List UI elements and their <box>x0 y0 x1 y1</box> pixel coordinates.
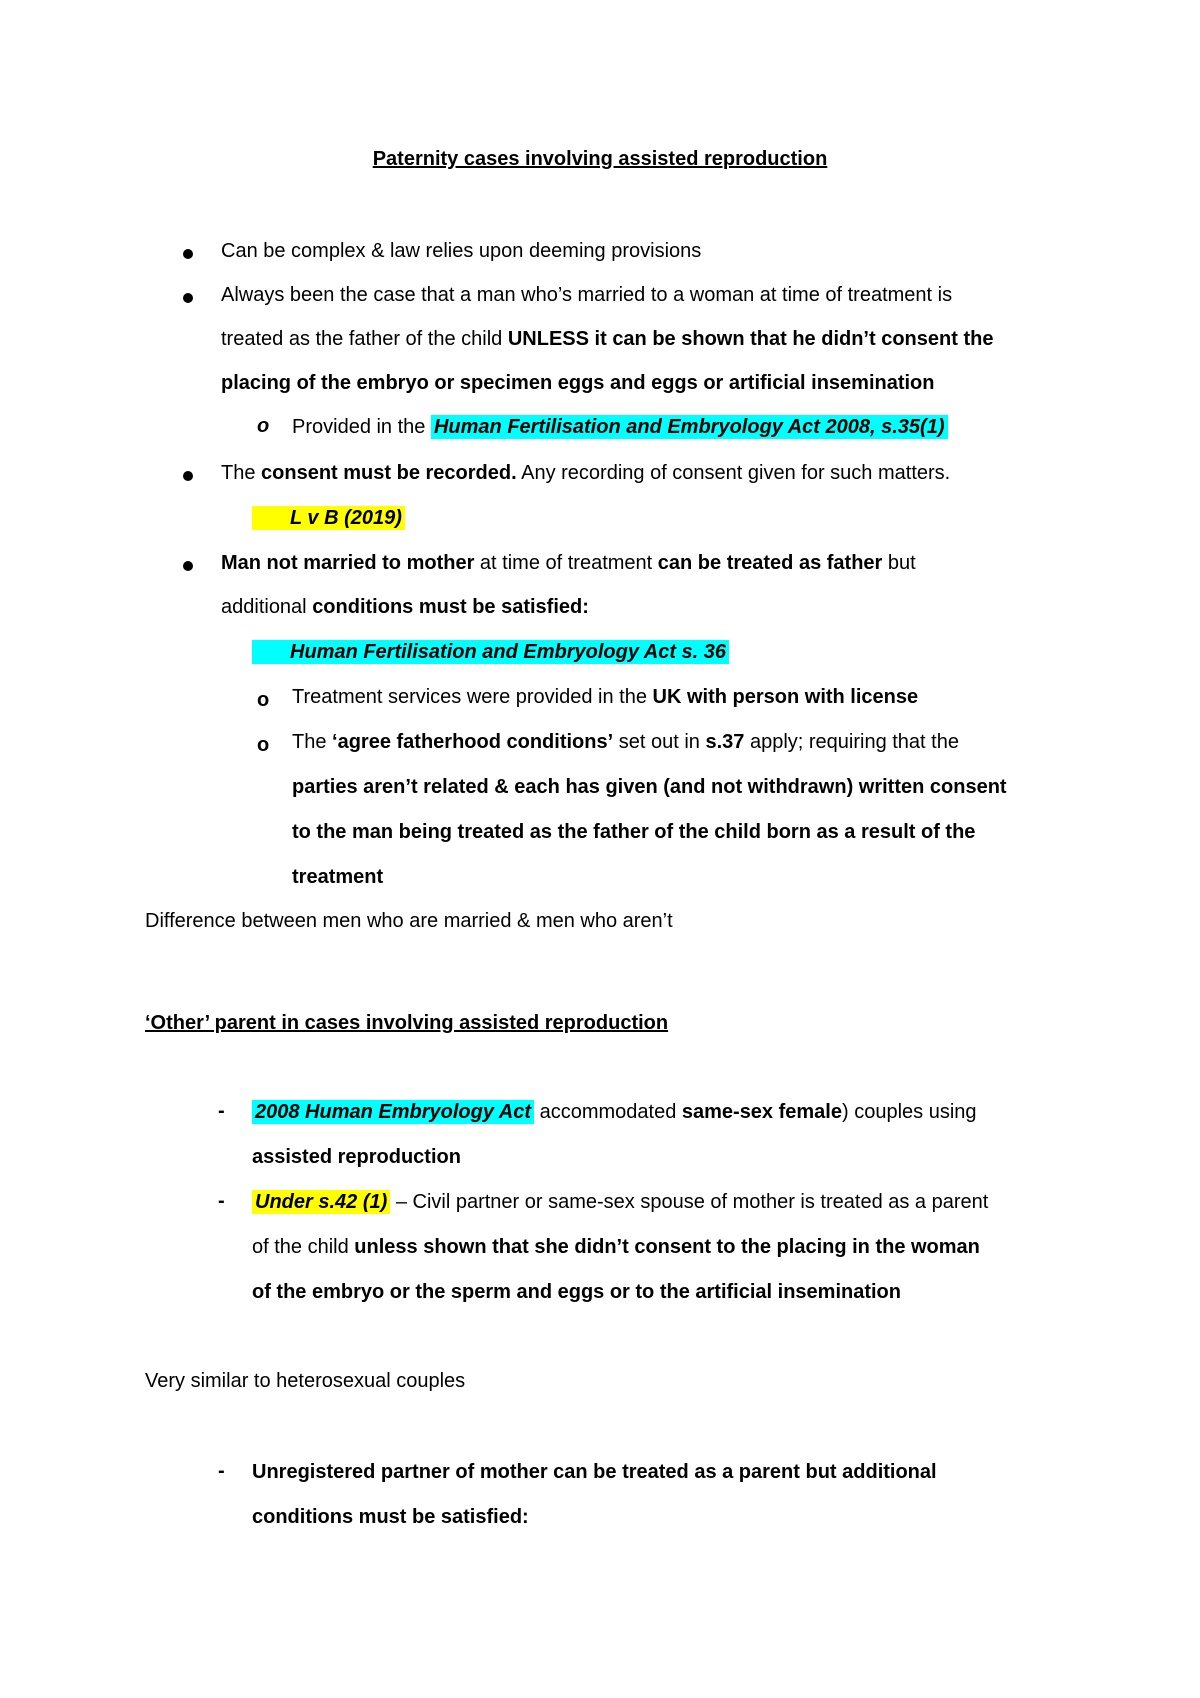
bullet-text-2-line-3: placing of the embryo or specimen eggs and eggs or artificial insemination <box>221 372 935 394</box>
text-run: apply; requiring that the <box>744 731 959 753</box>
text-run: set out in <box>613 731 706 753</box>
text-run: at time of treatment <box>474 552 658 574</box>
dash-item-1-line-2: assisted reproduction <box>252 1146 461 1168</box>
highlighted-citation: Human Fertilisation and Embryology Act 2008, s.35(1) <box>431 415 948 439</box>
text-run: ) couples using <box>841 1101 977 1123</box>
circle-bullet-icon: o <box>257 689 270 711</box>
sub-bullet-fatherhood-line-2: parties aren’t related & each has given (and not withdrawn) written consent <box>292 776 1007 798</box>
bullet-icon <box>183 293 193 303</box>
dash-item-2-line-2 <box>252 1235 980 1259</box>
sub-bullet-statute-s36 <box>252 640 729 664</box>
text-run-bold: can be treated as father <box>657 552 883 574</box>
sub-bullet-fatherhood-line-1 <box>292 730 959 754</box>
text-run: The <box>292 731 333 753</box>
text-run: accommodated <box>534 1101 682 1123</box>
text-run: The <box>221 462 262 484</box>
sub-bullet-fatherhood-line-3: to the man being treated as the father of the child born as a result of the <box>292 821 976 843</box>
highlighted-citation: 2008 Human Embryology Act <box>252 1100 534 1124</box>
highlighted-citation: Human Fertilisation and Embryology Act s. 36 <box>252 640 729 664</box>
text-run-bold: ‘agree fatherhood conditions’ <box>332 731 614 753</box>
text-run-bold: unless shown that she didn’t consent to the placing in the woman <box>354 1236 980 1258</box>
dash-item-3-line-2: conditions must be satisfied: <box>252 1506 529 1528</box>
text-run-bold: UK with person with license <box>652 686 919 708</box>
text-run-bold: s.37 <box>705 731 745 753</box>
bullet-text-3 <box>221 461 950 485</box>
text-run-bold: conditions must be satisfied: <box>312 596 589 618</box>
section-heading: ‘Other’ parent in cases involving assisted reproduction <box>145 1012 669 1034</box>
sub-bullet-fatherhood-line-4: treatment <box>292 866 384 888</box>
paragraph-difference: Difference between men who are married & men who aren’t <box>145 910 673 932</box>
highlighted-citation: Under s.42 (1) <box>252 1190 390 1214</box>
bullet-text-4-line-1 <box>221 551 916 575</box>
sub-bullet-treatment-services <box>292 685 918 709</box>
dash-bullet-icon: - <box>218 1190 225 1212</box>
text-run: Any recording of consent given for such matters. <box>516 462 951 484</box>
page-title: Paternity cases involving assisted reproduction <box>372 148 828 170</box>
text-run: Provided in the <box>292 416 431 438</box>
dash-item-1-line-1 <box>252 1100 977 1124</box>
sub-bullet-case <box>252 506 405 530</box>
bullet-icon <box>183 249 193 259</box>
text-run-bold: UNLESS it can be shown that he didn’t consent the <box>507 328 994 350</box>
dash-item-2-line-1 <box>252 1190 988 1214</box>
bullet-text-4-line-2 <box>221 595 589 619</box>
text-run: but <box>882 552 916 574</box>
bullet-icon <box>183 561 193 571</box>
text-run: – Civil partner or same-sex spouse of mother is treated as a parent <box>390 1191 989 1213</box>
bullet-text-2-line-2 <box>221 327 993 351</box>
dash-bullet-icon: - <box>218 1460 225 1482</box>
sub-bullet-statute-ref <box>292 415 948 439</box>
text-run: Treatment services were provided in the <box>292 686 653 708</box>
paragraph-similar: Very similar to heterosexual couples <box>145 1370 466 1392</box>
text-run: of the child <box>252 1236 355 1258</box>
dash-item-3-line-1: Unregistered partner of mother can be treated as a parent but additional <box>252 1461 937 1483</box>
text-run: treated as the father of the child <box>221 328 508 350</box>
text-run-bold: same-sex female <box>681 1101 842 1123</box>
text-run-bold: Man not married to mother <box>221 552 475 574</box>
dash-item-2-line-3: of the embryo or the sperm and eggs or to the artificial insemination <box>252 1281 901 1303</box>
dash-bullet-icon: - <box>218 1100 225 1122</box>
bullet-text-1: Can be complex & law relies upon deeming provisions <box>221 240 702 262</box>
text-run-bold: consent must be recorded. <box>261 462 517 484</box>
bullet-icon <box>183 471 193 481</box>
circle-bullet-icon: o <box>257 734 270 756</box>
highlighted-case-citation: L v B (2019) <box>252 506 405 530</box>
circle-bullet-icon: o <box>257 415 270 437</box>
text-run: additional <box>221 596 313 618</box>
bullet-text-2-line-1: Always been the case that a man who’s married to a woman at time of treatment is <box>221 284 953 306</box>
